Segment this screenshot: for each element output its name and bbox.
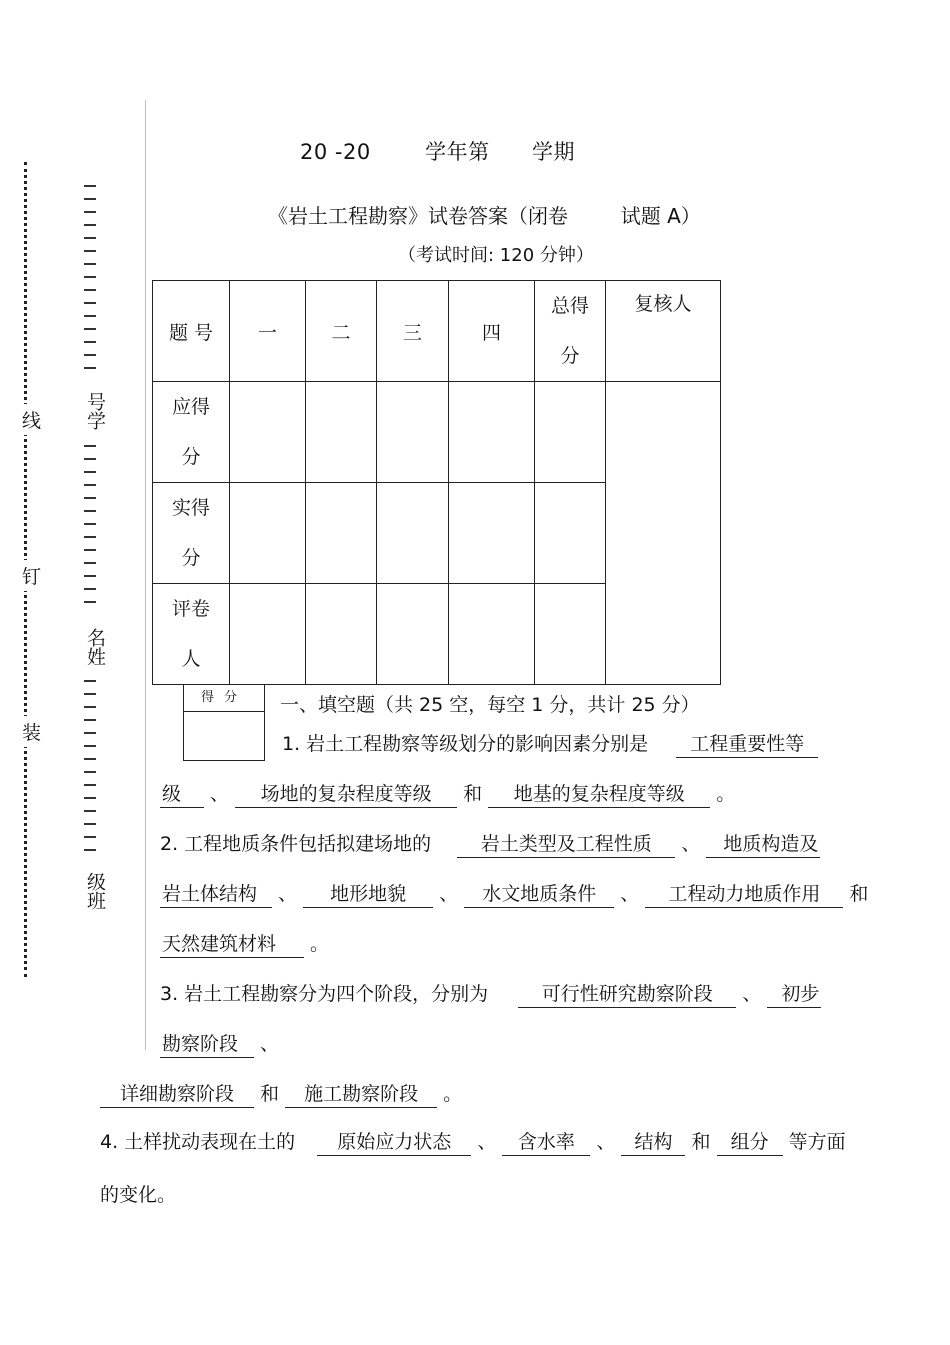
exam-title-b: 试题 A） (620, 204, 701, 228)
q3-sep: 、 (260, 1033, 280, 1055)
section-score-box (183, 684, 265, 761)
margin-rule (145, 100, 146, 1050)
score-cell[interactable] (449, 584, 535, 685)
q2-sep: 、 (620, 883, 640, 905)
q3-line1 (160, 979, 821, 1008)
score-table (152, 280, 721, 685)
q3-answer-2: 初步 (767, 982, 821, 1008)
q4-line2: 的变化。 (100, 1184, 177, 1206)
score-cell[interactable] (230, 483, 306, 584)
q2-answer-3: 地形地貌 (303, 882, 433, 908)
q2-sep: 、 (278, 883, 298, 905)
q2-prefix: 2. 工程地质条件包括拟建场地的 (160, 833, 432, 855)
q2-and: 和 (849, 883, 869, 905)
q1-answer-2: 场地的复杂程度等级 (235, 782, 457, 808)
total-b: 分 (560, 345, 580, 367)
q3-line3 (100, 1079, 462, 1108)
section-score-field[interactable] (184, 712, 264, 760)
q2-line2 (160, 879, 868, 908)
q4-sep: 、 (596, 1131, 616, 1153)
name-underline (84, 445, 98, 625)
score-cell[interactable] (230, 382, 306, 483)
col-header-4: 四 (449, 281, 535, 382)
row2-a: 实得 (171, 497, 210, 519)
q4-answer-4: 组分 (717, 1130, 783, 1156)
q2-line3 (160, 929, 329, 958)
q3-end: 。 (443, 1083, 463, 1105)
row1-b: 分 (181, 446, 201, 468)
row-label-expected (153, 382, 230, 483)
q2-answer-1: 岩土类型及工程性质 (457, 832, 675, 858)
binding-char-xian: 线 (22, 404, 41, 435)
section-heading: 一、填空题（共 25 空，每空 1 分，共计 25 分） (280, 694, 700, 716)
score-cell[interactable] (377, 382, 449, 483)
q1-line1 (282, 729, 818, 758)
binding-char-zhuang: 装 (22, 716, 41, 747)
col-header-1: 一 (230, 281, 306, 382)
class-underline (84, 680, 98, 870)
q1-answer-1: 工程重要性等 (676, 732, 818, 758)
row1-a: 应得 (171, 396, 210, 418)
score-cell[interactable] (535, 382, 606, 483)
q3-answer-2b: 勘察阶段 (160, 1032, 254, 1058)
q4-answer-1: 原始应力状态 (317, 1130, 471, 1156)
q4-line1 (100, 1127, 846, 1156)
q2-answer-5: 工程动力地质作用 (645, 882, 843, 908)
name-label: 名姓 (84, 628, 106, 666)
q3-answer-4: 施工勘察阶段 (285, 1082, 437, 1108)
row-label-actual (153, 483, 230, 584)
q2-line1 (160, 829, 820, 858)
reviewer-cell[interactable] (606, 382, 721, 685)
section-score-label: 得分 (184, 685, 264, 712)
col-header-3: 三 (377, 281, 449, 382)
row2-b: 分 (181, 547, 201, 569)
q3-sep: 、 (742, 983, 762, 1005)
q2-answer-6: 天然建筑材料 (160, 932, 304, 958)
q2-end: 。 (310, 933, 330, 955)
academic-year-line (300, 136, 575, 166)
q2-answer-4: 水文地质条件 (464, 882, 614, 908)
q1-and: 和 (463, 783, 483, 805)
col-header-reviewer: 复核人 (606, 281, 721, 382)
student-id-underline (84, 185, 98, 390)
row3-b: 人 (181, 648, 201, 670)
q2-sep: 、 (439, 883, 459, 905)
q4-sep: 、 (477, 1131, 497, 1153)
exam-time: （考试时间: 120 分钟） (398, 245, 594, 266)
total-a: 总得 (550, 295, 589, 317)
q3-answer-3: 详细勘察阶段 (100, 1082, 254, 1108)
student-id-label: 号学 (84, 392, 106, 430)
q1-end: 。 (716, 783, 736, 805)
q4-prefix: 4. 土样扰动表现在土的 (100, 1131, 296, 1153)
score-cell[interactable] (377, 584, 449, 685)
row3-a: 评卷 (171, 598, 210, 620)
q1-prefix: 1. 岩土工程勘察等级划分的影响因素分别是 (282, 733, 649, 755)
score-cell[interactable] (377, 483, 449, 584)
score-cell[interactable] (449, 483, 535, 584)
year-d: 学期 (531, 140, 575, 164)
q3-prefix: 3. 岩土工程勘察分为四个阶段，分别为 (160, 983, 489, 1005)
q4-answer-2: 含水率 (502, 1130, 590, 1156)
col-header-number: 题 号 (153, 281, 230, 382)
score-cell[interactable] (306, 382, 377, 483)
exam-title-a: 《岩土工程勘察》试卷答案（闭卷 (268, 204, 568, 228)
score-cell[interactable] (535, 584, 606, 685)
q3-answer-1: 可行性研究勘察阶段 (518, 982, 736, 1008)
q4-and: 和 (691, 1131, 711, 1153)
q4-suffix: 等方面 (788, 1131, 846, 1153)
q4-answer-3: 结构 (621, 1130, 685, 1156)
exam-title (268, 200, 701, 229)
year-a: 20 (300, 140, 328, 164)
score-cell[interactable] (535, 483, 606, 584)
score-cell[interactable] (306, 584, 377, 685)
row-label-grader (153, 584, 230, 685)
q1-sep: 、 (210, 783, 230, 805)
q3-and: 和 (260, 1083, 280, 1105)
q2-answer-2: 地质构造及 (706, 832, 820, 858)
q3-line2 (160, 1029, 279, 1058)
year-c: 学年第 (425, 140, 490, 164)
q1-answer-1b: 级 (160, 782, 204, 808)
q2-answer-2b: 岩土体结构 (160, 882, 272, 908)
q1-answer-3: 地基的复杂程度等级 (488, 782, 710, 808)
score-cell[interactable] (306, 483, 377, 584)
q1-line2 (160, 779, 735, 808)
q2-sep: 、 (681, 833, 701, 855)
col-header-2: 二 (306, 281, 377, 382)
binding-char-ding: 钉 (22, 560, 41, 591)
year-b: -20 (334, 140, 371, 164)
class-label: 级班 (84, 872, 106, 910)
score-cell[interactable] (230, 584, 306, 685)
col-header-total (535, 281, 606, 382)
score-cell[interactable] (449, 382, 535, 483)
